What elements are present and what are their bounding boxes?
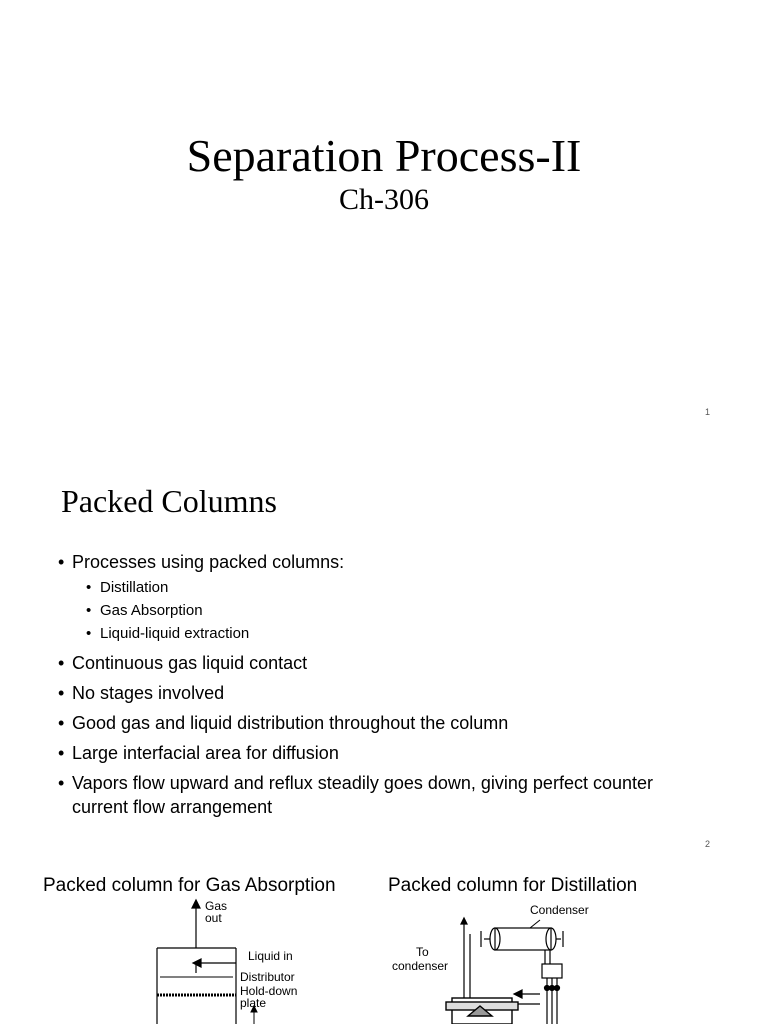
sub-bullet-list bbox=[72, 576, 712, 645]
bullet-item: • Vapors flow upward and reflux steadily goes down, giving perfect counter current flow arrangement bbox=[0, 771, 712, 819]
distillation-diagram bbox=[380, 898, 760, 1024]
condenser-leader bbox=[530, 920, 540, 928]
label-condenser: Condenser bbox=[530, 903, 589, 917]
gas-absorption-diagram bbox=[0, 898, 360, 1024]
slide-title: Packed Columns bbox=[61, 483, 277, 519]
slide-subtitle: Ch-306 bbox=[339, 183, 429, 216]
label-distributor: Distributor bbox=[240, 970, 295, 984]
caption-gas-absorption: Packed column for Gas Absorption bbox=[43, 875, 336, 896]
column-top bbox=[446, 998, 518, 1024]
caption-distillation: Packed column for Distillation bbox=[388, 875, 638, 896]
bullet-item bbox=[0, 550, 712, 645]
label-to-condenser-1: To bbox=[416, 945, 429, 959]
bullet-list bbox=[0, 550, 768, 825]
label-holddown-1: Hold-down bbox=[240, 984, 298, 998]
gas-outlet-arrow bbox=[192, 900, 200, 948]
page-number: 2 bbox=[704, 839, 710, 849]
slide-1 bbox=[0, 0, 768, 432]
label-gas-out-2: out bbox=[205, 911, 222, 925]
sub-bullet-item: • Distillation bbox=[72, 576, 712, 599]
label-liquid-in: Liquid in bbox=[248, 949, 293, 963]
bullet-item: • Good gas and liquid distribution throughout the column bbox=[0, 711, 712, 735]
absorption-column-shell bbox=[157, 948, 236, 1024]
slide-2 bbox=[0, 432, 768, 864]
bullet-text: Processes using packed columns: bbox=[72, 552, 345, 572]
slide-3 bbox=[0, 864, 768, 1024]
page-number: 1 bbox=[704, 407, 710, 417]
vapor-line-up bbox=[461, 918, 470, 998]
liquid-inlet-pipe bbox=[193, 959, 236, 973]
bullet-item: • Continuous gas liquid contact bbox=[0, 651, 712, 675]
condenser-vessel bbox=[481, 928, 563, 950]
bullet-item: • Large interfacial area for diffusion bbox=[0, 741, 712, 765]
label-gas-out-1: Gas bbox=[205, 899, 228, 913]
sub-bullet-item: • Liquid-liquid extraction bbox=[72, 622, 712, 645]
bullet-item: • No stages involved bbox=[0, 681, 712, 705]
reflux-drum bbox=[542, 950, 562, 1024]
sub-bullet-item: • Gas Absorption bbox=[72, 599, 712, 622]
label-holddown-2: plate bbox=[240, 996, 267, 1010]
slide-title: Separation Process-II bbox=[186, 130, 582, 181]
label-to-condenser-2: condenser bbox=[392, 959, 449, 973]
